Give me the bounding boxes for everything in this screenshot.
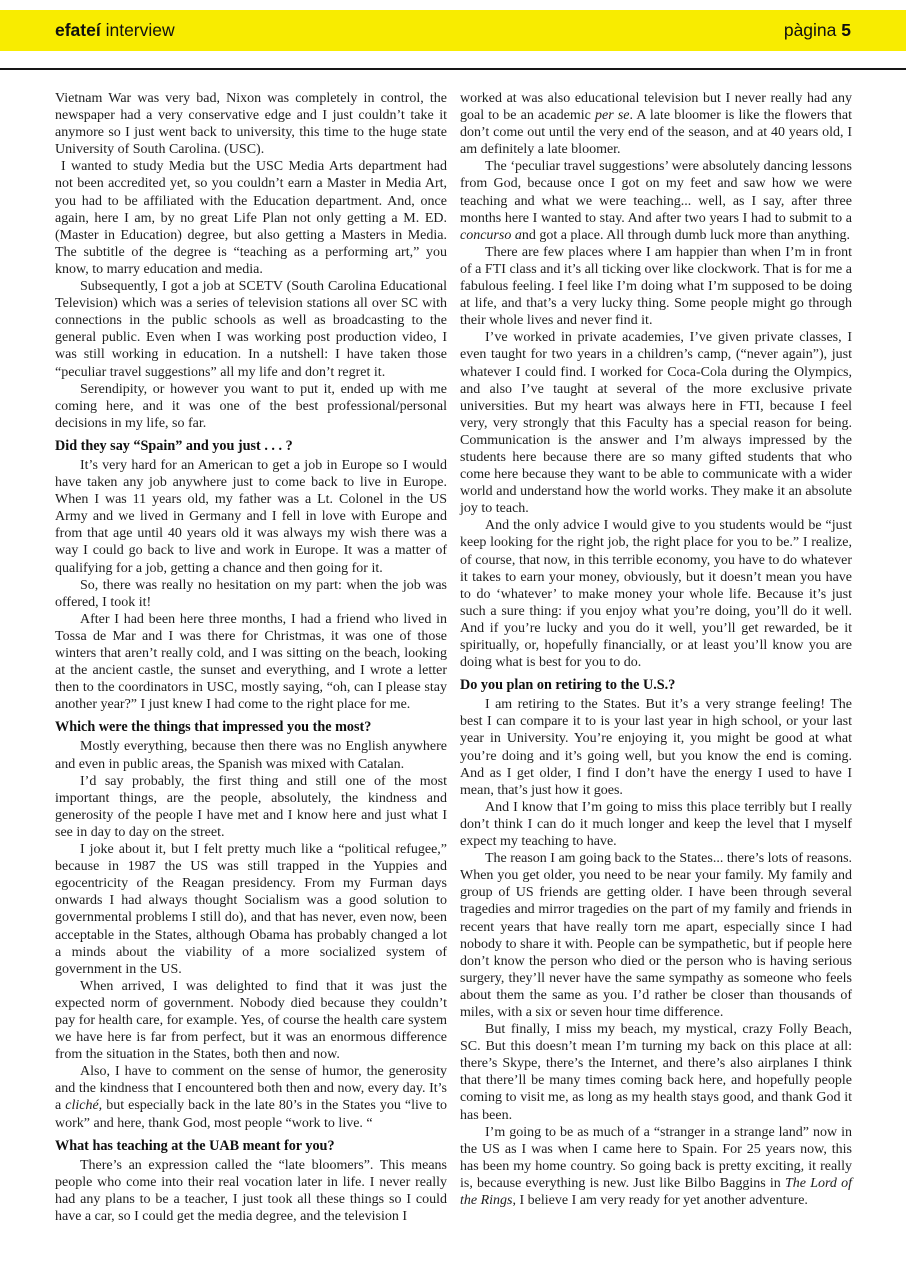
body-paragraph — [55, 381, 447, 432]
right-column — [460, 90, 852, 1209]
question-heading — [55, 438, 447, 455]
header-divider — [0, 68, 906, 70]
body-paragraph — [460, 244, 852, 329]
italic-text: The Lord of the Rings — [460, 1175, 852, 1208]
italic-text: concurso a — [460, 227, 522, 243]
body-paragraph — [55, 738, 447, 772]
body-paragraph — [55, 278, 447, 381]
italic-text: per se — [595, 108, 630, 124]
text-run: , I believe I am very ready for yet another adventure. — [512, 1193, 808, 1208]
text-run: After I had been here three months, I had a friend who lived in Tossa de Mar and I was there for Christmas, it was one of those winters that aren’t really cold, and I was sitting on the beach, looking at the ancient castle, the sunset and everything, and I wrote a letter then to the coordinators in USC, mostly saying, “oh, can I please stay another year?” I just knew I had come to the right place for me. — [55, 611, 447, 713]
body-paragraph — [460, 329, 852, 517]
text-run: I’m going to be as much of a “stranger in a strange land” now in the US as I was when I came here to Spain. For 25 years now, this has been my home country. So going back is pretty exciting, it really is, because everything is new. Just like Bilbo Baggins in — [460, 1124, 852, 1191]
page-word: pàgina — [783, 20, 842, 40]
text-run: I’ve worked in private academies, I’ve given private classes, I even taught for two years in a children’s camp, (“never again”), just whatever I could find. I worked for Coca-Cola during the Olympics, and also I’ve taught at several of the more exclusive private universities. But my heart was always here in FTI, because I feel very, very strongly that this Faculty has a special reason for being. Communication is the answer and I’m always impressed by the students here because there are so many gifted students that who come here because they want to be able to communicate with a wider world and understand how the world works. They make it an absolute joy to teach. — [460, 330, 852, 517]
body-paragraph — [55, 773, 447, 841]
body-paragraph — [460, 850, 852, 1021]
text-run: The reason I am going back to the States... there’s lots of reasons. When you get older, you need to be near your family. My family and group of US friends are getting older. I have been through several tragedies and mirror tragedies on the part of my family and friends in recent years that have really torn me apart, especially since I had nobody to share it with. People can be sympathetic, but if people here don’t know the person who died or the person who is having serious surgery, they’ll never have the same sympathy as someone who feels about them the same as you. I’d rather be closer than thousands of miles, with a six or seven hour time difference. — [460, 851, 853, 1020]
header-bar — [0, 10, 906, 51]
body-paragraph — [55, 457, 447, 577]
text-run: nd got a place. All through dumb luck more than anything. — [521, 227, 850, 243]
text-run: Which were the things that impressed you the most? — [55, 719, 372, 736]
text-run: Serendipity, or however you want to put it, ended up with me coming here, and it was one of the best professional/personal decisions in my life, so far. — [55, 381, 447, 431]
body-paragraph — [55, 577, 447, 611]
text-run: So, there was really no hesitation on my part: when the job was offered, I took it! — [55, 577, 447, 610]
text-run: . A late bloomer is like the flowers that don’t come out until the very end of the season, and at 40 years old, I am definitely a late bloomer. — [460, 108, 853, 158]
text-run: There’s an expression called the “late bloomers”. This means people who come into their real vocation later in life. I never really had any plans to be a teacher, I just took all these things so I could have a car, so I could get the media degree, and the television I — [55, 1157, 447, 1224]
italic-text: cliché, — [65, 1098, 103, 1114]
text-run: Subsequently, I got a job at SCETV (South Carolina Educational Television) which was a series of television stations all over SC with connections in the public schools as well as broadcasting to the general public. Even when I was working post production video, I was still working in education. In a nutshell: I have taken those “peculiar travel suggestions” all my life and don’t regret it. — [55, 279, 447, 380]
question-heading — [55, 719, 447, 736]
body-paragraph — [55, 158, 447, 278]
body-paragraph — [460, 90, 852, 158]
text-run: I am retiring to the States. But it’s a very strange feeling! The best I can compare it to is your last year in high school, or your last year in University. You’re enjoying it, you might be good at what you’re doing and it’s going well, but you know the end is coming. And as I get older, I find I don’t have the energy I used to have I mean, that’s just how it goes. — [460, 697, 852, 798]
text-run: I’d say probably, the first thing and still one of the most important things, are the people, absolutely, the kindness and generosity of the people I have met and I know here and just what I see in day to day on the street. — [55, 773, 447, 840]
text-run: There are few places where I am happier than when I’m in front of a FTI class and it’s all ticking over like clockwork. That is for me a fabulous feeling. I feel like I’m doing what I’m supposed to be doing at life, and that’s a very lucky thing. Some people might go through their whole lives and never find it. — [460, 244, 852, 329]
magazine-name: efateí — [55, 20, 101, 40]
text-run: But finally, I miss my beach, my mystical, crazy Folly Beach, SC. But this doesn’t mean I’m turning my back on this place at all: there’s Skype, there’s the Internet, and there’s also airplanes I think that there’ll be many times coming back here, and hopefully people coming to visit me, as long as my health stays good, and thank God it has been. — [460, 1022, 852, 1123]
body-paragraph — [55, 90, 447, 158]
text-run: It’s very hard for an American to get a job in Europe so I would have taken any job anywhere just to come back to live in Europe. When I was 11 years old, my father was a Lt. Colonel in the US Army and we lived in Germany and I fell in love with Europe and from that age until 40 years old it was always my wish there was a way I could go back to live and work in Europe. It was a matter of qualifying for a job, getting a chance and then going for it. — [55, 457, 447, 576]
text-run: Also, I have to comment on the sense of humor, the generosity and the kindness that I encountered both then and now, every day. It’s a — [55, 1064, 447, 1114]
body-paragraph — [55, 841, 447, 978]
body-paragraph — [55, 611, 447, 714]
section-label: interview — [100, 20, 175, 40]
text-run: And the only advice I would give to you students would be “just keep looking for the right job, the right place for you to be.” I realize, of course, that now, in this terrible economy, you have to do whatever it takes to earn your money, obviously, but it doesn’t mean you have to do ‘whatever’ to make money your whole life. Because it’s just such a sure thing: if you enjoy what you’re doing, you’ll do it well. And if you’re lucky and you do it well, you’ll get rewarded, be it spiritually, or, hopefully financially, or at least you’ll know you are doing what is best for you to do. — [460, 518, 852, 671]
body-paragraph — [460, 158, 852, 243]
text-run: worked at was also educational television but I never really had any goal to be an academic — [460, 91, 852, 124]
text-run: Did they say “Spain” and you just . . . ? — [55, 437, 293, 454]
text-run: Do you plan on retiring to the U.S.? — [460, 677, 676, 694]
text-run: I wanted to study Media but the USC Media Arts department had not been accredited yet, so you couldn’t earn a Master in Media Art, you had to be affiliated with the Education department. And, once again, here I am, by no great Life Plan not only getting a M. ED. (Master in Education) degree, but also getting a Masters in Media. The subtitle of the degree is “teaching as a performing art,” you know, to marry education and media. — [55, 159, 447, 277]
text-run: I joke about it, but I felt pretty much like a “political refugee,” because in 1987 the US was still trapped in the Yuppies and egocentricity of the Reagan presidency. From my Furman days onwards I had always thought Socialism was a good solution to governmental problems I still do), and that has never, even now, been acceptable in the States, although Obama has probably changed a lot a minds about the viability of a more socialized system of government in the US. — [55, 842, 447, 977]
page-indicator — [784, 20, 851, 41]
body-paragraph — [55, 1063, 447, 1131]
magazine-title — [55, 20, 175, 41]
page-number: 5 — [841, 20, 851, 40]
body-paragraph — [55, 1157, 447, 1225]
question-heading — [460, 677, 852, 694]
body-paragraph — [55, 978, 447, 1063]
text-run: Mostly everything, because then there was no English anywhere and even in public areas, the Spanish was mixed with Catalan. — [55, 739, 447, 772]
text-run: The ‘peculiar travel suggestions’ were absolutely dancing lessons from God, because once I got on my feet and saw how we were teaching and what we were teaching... well, as I say, after three months here I wanted to stay. And after two years I had to submit to a — [460, 159, 852, 226]
body-paragraph — [460, 1124, 852, 1209]
text-run: What has teaching at the UAB meant for you? — [55, 1137, 335, 1154]
left-column — [55, 90, 447, 1225]
body-paragraph — [460, 799, 852, 850]
body-paragraph — [460, 1021, 852, 1124]
text-run: Vietnam War was very bad, Nixon was completely in control, the newspaper had a very conservative edge and I just couldn’t take it anymore so I just went back to university, this time to the huge state University of South Carolina. (USC). — [55, 91, 447, 158]
body-paragraph — [460, 696, 852, 799]
text-run: but especially back in the late 80’s in the States you “live to work” and here, thank God, most people “work to live. “ — [55, 1098, 447, 1131]
text-run: When arrived, I was delighted to find that it was just the expected norm of government. Nobody died because they couldn’t pay for health care, for example. Yes, of course the health care system we have here is far from perfect, but it was an enormous difference from the situation in the States, both then and now. — [55, 978, 447, 1063]
text-run: And I know that I’m going to miss this place terribly but I really don’t think I can do it much longer and keep the level that I myself expect my teaching to have. — [460, 799, 852, 850]
body-paragraph — [460, 517, 852, 671]
question-heading — [55, 1138, 447, 1155]
